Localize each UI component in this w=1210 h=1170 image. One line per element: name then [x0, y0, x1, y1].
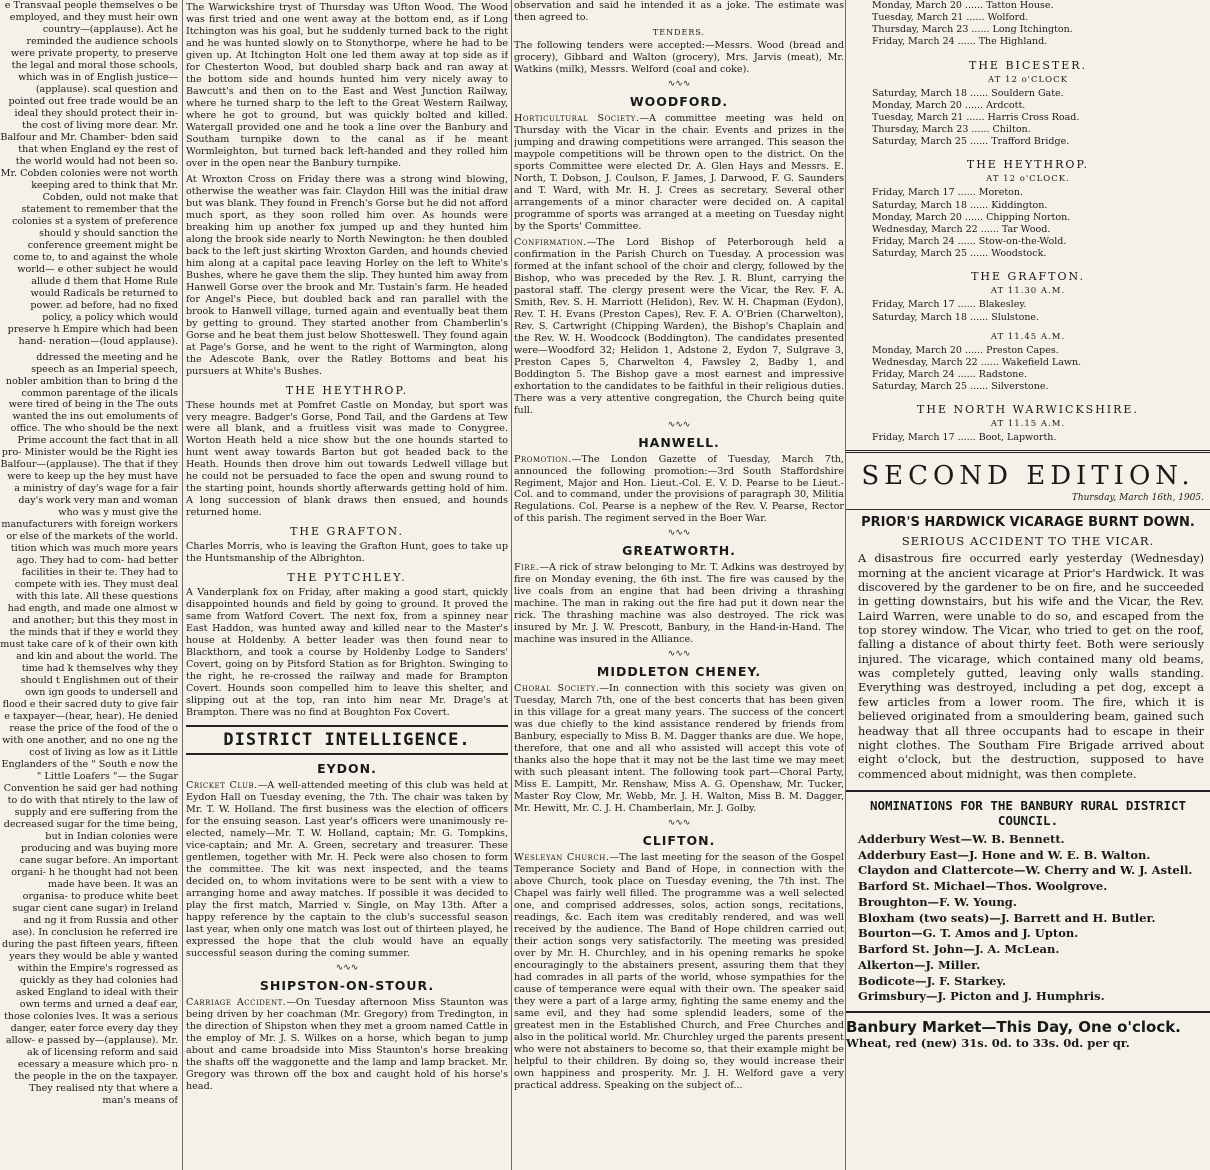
fixture-row: Tuesday, March 21 ...... Wolford. — [872, 12, 1029, 24]
article-label: Wesleyan Church. — [514, 852, 610, 864]
fixture-row: Thursday, March 23 ...... Long Itchington. — [872, 24, 1073, 36]
fixture-list — [872, 299, 1210, 323]
column-1 — [0, 0, 178, 1170]
section-heading: THE PYTCHLEY. — [287, 571, 407, 585]
fixture-row: Friday, March 24 ...... The Highland. — [872, 36, 1048, 48]
hunt-heading: THE BICESTER. — [968, 58, 1087, 72]
article-paragraph: The following tenders were accepted:—Messrs. Wood (bread and grocery), Gibbard and Walton (grocery), Mrs. Jarvis (meat), Mr. Watkins (milk), Messrs. Welford (coal and coke). — [514, 39, 844, 75]
fixture-row: Monday, March 20 ...... Chipping Norton. — [872, 211, 1071, 223]
column-3 — [514, 0, 844, 1170]
article-paragraph: e Transvaal people themselves o be employed, and they must heir own country—(applause). Act he reminded the audience schools were private property, to preserve the legal and moral those schools, which was in of English justice—(applause). scal question and pointed out free trade would be an ideal they should protect their in- the cost of living more dear. Mr. Balfour and Mr. Chamber- bden said that when England ey the rest of the world would had not been so. Mr. Cobden colonies were not worth keeping ared to think that Mr. Cobden, ould not make that statement to remember that the colonies st a system of preference should y should sanction the conference greement might be come to, to and against the whole world— e other subject he would allude d them that Home Rule would Radicals be returned to power. ad before, had no fixed policy, a policy which would preserve h Empire which had been hand- neration—(loud applause). — [0, 0, 178, 347]
hunt-heading: THE GRAFTON. — [971, 270, 1085, 284]
fixture-row: Saturday, March 18 ...... Kiddington. — [872, 199, 1048, 211]
fixture-list — [872, 88, 1210, 149]
article-paragraph: observation and said he intended it as a joke. The estimate was then agreed to. — [514, 0, 844, 23]
article-label: Promotion. — [514, 453, 572, 465]
nomination-item: Barford St. Michael—Thos. Woolgrove. — [858, 879, 1108, 894]
article-text: In connection with this society was given on Tuesday, March 7th, one of the best concerts that has been given in this village for a great many years. The success of the concert was due chiefly to the kind assistance rendered by friends from Banbury, especially to Miss B. M. Dagger thanks are due. We hope, therefore, that one and all who assisted will accept this vote of thanks also the hope that it may not be the last time we may meet with such pleasant intent. The following took part—Choral Party, Miss E. Lampitt, Mr. Renshaw, Miss A. G. Openshaw, Mr. Tucker, Master Roy Clow, Mr. Webb, Mr. J. H. Walton, Miss B. M. Dagger, Mr. Hewitt, Mr. C. J. H. Chamberlain, Mr. J. Golby. — [514, 683, 844, 815]
article-paragraph: These hounds met at Pomfret Castle on Monday, but sport was very meagre. Badger's Gorse, Pond Tail, and the Gardens at Tew were all blank, and a fruitless visit was made to Conygree. Worton Heath held a nice show but the one hounds started to hunt went away towards Barton but got headed back to the Heath. Hounds then drove him out towards Ledwell village but he could not be persuaded to face the open and swung round to the starting point, hounds shortly afterwards getting hold of him. A long succession of blank draws then ensued, and hounds returned home. — [186, 399, 508, 519]
fixture-row: Friday, March 17 ...... Boot, Lapworth. — [872, 432, 1057, 444]
fixture-row: Monday, March 20 ...... Ardcott. — [872, 99, 1026, 111]
fixture-list — [872, 432, 1210, 444]
district-intelligence-banner: DISTRICT INTELLIGENCE. — [186, 725, 508, 755]
nomination-item: Bodicote—J. F. Starkey. — [858, 973, 1006, 988]
fixture-row: Wednesday, March 22 ...... Tar Wood. — [872, 223, 1051, 235]
article-headline: PRIOR'S HARDWICK VICARAGE BURNT DOWN. — [846, 509, 1210, 531]
fixture-row: Saturday, March 25 ...... Silverstone. — [872, 381, 1049, 393]
article-paragraph: Confirmation.—The Lord Bishop of Peterborough held a confirmation in the Parish Church on Tuesday. A procession was formed at the infant school of the choir and clergy, followed by the Bishop, who was preceded by the Rev. J. R. Blunt, carrying the pastoral staff. The clergy present were the Vicar, the Rev. F. A. Smith, Rev. S. H. Marriott (Helidon), Rev. W. H. Chapman (Eydon), Rev. T. H. Evans (Preston Capes), Rev. F. A. O'Brien (Charwelton), Rev. S. Cartwright (Chipping Warden), the Bishop's Chaplain and the Rev. W. H. Woodcock (Boddington). The candidates presented were—Woodford 32; Helidon 1, Adstone 2, Eydon 7, Sulgrave 3, Preston Capes 5, Charwelton 4, Fawsley 2, Badby 1, and Boddington 5. The Bishop gave a most earnest and impressive exhortation to the candidates to be faithful in their religious duties. There was a very attentive congregation, the Church being quite full. — [514, 236, 844, 416]
section-heading: EYDON. — [317, 761, 377, 777]
nomination-item: Barford St. John—J. A. McLean. — [858, 942, 1060, 957]
section-divider: ∿∿∿ — [667, 528, 691, 539]
article-paragraph: A disastrous fire occurred early yesterday (Wednesday) morning at the ancient vicarage at Prior's Hardwick. It was discovered by the gardener to be on fire, and he succeeded in getting downstairs, but his wife and the Vicar, the Rev. Laird Warren, were unable to do so, and escaped from the top storey window. The Vicar, who tried to get on the roof, falling a distance of about thirty feet. Both were seriously injured. The vicarage, which contained many old beams, was completely gutted, leaving only walls standing. Everything was destroyed, including a pet dog, except a few articles from a lower room. The fire, which it is believed originated from a smouldering beam, gained such headway that all three occupants had to escape in their night clothes. The Southam Fire Brigade arrived about eight o'clock, but the destruction, supposed to have commenced about midnight, was then complete. — [858, 552, 1204, 781]
section-heading: CLIFTON. — [642, 833, 716, 849]
column-rule — [511, 0, 512, 1170]
article-label: Confirmation. — [514, 236, 587, 248]
article-paragraph: Horticultural Society.—A committee meeting was held on Thursday with the Vicar in the chair. Events and prizes in the jumping and drawing competitions were arranged. This season the maypole competitions will be thrown open to the district. On the sports Committee were elected Dr. A. Glen Hays and Messrs. E. North, T. Dobson, J. Coulson, F. James, J. Darwood, F. G. Saunders and T. Ward, with Mr. H. J. Crees as secretary. Several other arrangements of a minor character were decided on. A capital programme of sports was arranged at a meeting on Tuesday night by the Sports' Committee. — [514, 112, 844, 232]
section-heading: GREATWORTH. — [622, 543, 736, 559]
article-paragraph: Choral Society.—In connection with this society was given on Tuesday, March 7th, one of the best concerts that has been given in this village for a great many years. The success of the concert was due chiefly to the kind assistance rendered by friends from Banbury, especially to Miss B. M. Dagger thanks are due. We hope, therefore, that one and all who assisted will accept this vote of thanks also the hope that it may not be the last time we may meet with such pleasant intent. The following took part—Choral Party, Miss E. Lampitt, Mr. Renshaw, Miss A. G. Openshaw, Mr. Tucker, Master Roy Clow, Mr. Webb, Mr. J. H. Walton, Miss B. M. Dagger, Mr. Hewitt, Mr. C. J. H. Chamberlain, Mr. J. Golby. — [514, 683, 844, 815]
fixture-list — [872, 0, 1210, 49]
column-rule — [182, 0, 183, 1170]
nomination-item: Bloxham (two seats)—J. Barrett and H. Butler. — [858, 910, 1156, 925]
dateline: Thursday, March 16th, 1905. — [1071, 493, 1204, 504]
meet-time: AT 11.30 A.M. — [990, 286, 1066, 297]
nomination-item: Broughton—F. W. Young. — [858, 894, 1017, 909]
column-2 — [186, 0, 508, 1170]
nomination-item: Adderbury West—W. B. Bennett. — [858, 831, 1065, 846]
nomination-item: Adderbury East—J. Hone and W. E. B. Walton. — [858, 847, 1151, 862]
section-divider: ∿∿∿ — [335, 962, 359, 973]
section-divider: ∿∿∿ — [667, 419, 691, 430]
article-paragraph: The Warwickshire tryst of Thursday was Ufton Wood. The Wood was first tried and one went away at the bottom end, as if Long Itchington was his goal, but he suddenly turned back to the right and he was hunted slowly on to Stonythorpe, where he had to be given up. At Itchington Holt one led them away at top side as if for Chesterton Wood, but doubled sharp back and ran away at the bottom side and hounds hunted him very nicely away to Bawcutt's and then on to the East and West Junction Railway, where he turned sharp to the left to the Great Western Railway, where he got to ground, but was quickly bolted and killed. Watergall provided one and he took a line over the Banbury and Southam turnpike down to the canal as if he meant Wormleighton, but turned back left-handed and they rolled him over in the open near the Banbury turnpike. — [186, 2, 508, 169]
market-price-row: Wheat, red (new) 31s. 0d. to 33s. 0d. per qr. — [846, 1036, 1130, 1051]
article-text: A committee meeting was held on Thursday with the Vicar in the chair. Events and prizes in the jumping and drawing competitions were arranged. This season the maypole competitions will be thrown open to the district. On the sports Committee were elected Dr. A. Glen Hays and Messrs. E. North, T. Dobson, J. Coulson, F. James, J. Darwood, F. G. Saunders and T. Ward, with Mr. H. J. Crees as secretary. Several other arrangements of a minor character were decided on. A capital programme of sports was arranged at a meeting on Tuesday night by the Sports' Committee. — [514, 112, 844, 232]
article-label: Choral Society. — [514, 683, 600, 695]
article-label: Fire. — [514, 562, 540, 574]
fixture-row: Monday, March 20 ...... Tatton House. — [872, 0, 1054, 11]
article-text: The Lord Bishop of Peterborough held a confirmation in the Parish Church on Tuesday. A procession was formed at the infant school of the choir and clergy, followed by the Bishop, who was preceded by the Rev. J. R. Blunt, carrying the pastoral staff. The clergy present were the Vicar, the Rev. F. A. Smith, Rev. S. H. Marriott (Helidon), Rev. W. H. Chapman (Eydon), Rev. T. H. Evans (Preston Capes), Rev. F. A. O'Brien (Charwelton), Rev. S. Cartwright (Chipping Warden), the Bishop's Chaplain and the Rev. W. H. Woodcock (Boddington). The candidates presented were—Woodford 32; Helidon 1, Adstone 2, Eydon 7, Sulgrave 3, Preston Capes 5, Charwelton 4, Fawsley 2, Badby 1, and Boddington 5. The Bishop gave a most earnest and impressive exhortation to the candidates to be faithful in their religious duties. There was a very attentive congregation, the Church being quite full. — [514, 236, 844, 416]
nomination-item: Bourton—G. T. Amos and J. Upton. — [858, 926, 1079, 941]
fixture-row: Saturday, March 25 ...... Woodstock. — [872, 248, 1047, 260]
hunt-heading: THE HEYTHROP. — [966, 158, 1090, 172]
market-heading: Banbury Market—This Day, One o'clock. — [846, 1011, 1210, 1036]
subsection-label: TENDERS. — [652, 27, 706, 37]
fixture-row: Saturday, March 18 ...... Souldern Gate. — [872, 87, 1064, 99]
section-heading: WOODFORD. — [629, 93, 729, 109]
column-4 — [846, 0, 1210, 1170]
fixture-list — [872, 187, 1210, 260]
article-paragraph: ddressed the meeting and he speech as an Imperial speech, nobler ambition than to bring d the common parentage of the ilicals were tired of being in the The outs wanted the ins out emoluments of office. The who should be the next Prime account the fact that in all pro- Minister would be the Right ies Balfour—(applause). The that if they were to keep up the hey must have a ministry of day's wage for a fair day's work very man and woman who was y must give the manufacturers with foreign workers or else of the markets of the world. tition which was much more years ago. They had to com- had better facilities in their te. They had to compete with ies. They must deal with this late. All these questions had ength, and made one almost w and another; but this they most in the minds that if they e world they must take care of k of their own kith and kin and about the world. The time had k themselves why they should t Englishmen out of their own ign goods to undersell and flood e their sacred duty to give fair e taxpayer—(hear, hear). He denied rease the price of the food of the o with one another, and no one ng the cost of living as low as it Little Englanders of the " South e now the " Little Loafers "— the Sugar Convention he said ger had nothing to do with that ntirely to the law of supply and ere suffering from the decreased sugar for the time being, but in Indian colonies were producing and was buying more cane sugar before. An important organi- h he thought had not been made have been. It was an organisa- to produce white beet sugar cient cane sugar) in Ireland and ng it from Russia and other ase). In conclusion he referred ire during the past fifteen years, fifteen years they would be able y wanted within the Empire's rogressed as quickly as they had colonies had asked England to ideal with their own terms and urned a deaf ear, those colonies lves. It was a serious danger, eater force every day they allow- e passed by—(applause). Mr. ak of licensing reform and said ecessary a measure which pro- n the people in the on the taxpayer. They realised nty that where a man's means of — [0, 351, 178, 1106]
fixture-row: Friday, March 17 ...... Blakesley. — [872, 299, 1027, 311]
article-label: Horticultural Society. — [514, 112, 640, 124]
second-edition-heading: SECOND EDITION. — [846, 450, 1210, 491]
section-heading: THE HEYTHROP. — [285, 383, 409, 397]
fixture-row: Saturday, March 18 ...... Slulstone. — [872, 311, 1040, 323]
section-divider: ∿∿∿ — [667, 818, 691, 829]
fixture-row: Saturday, March 25 ...... Trafford Bridge. — [872, 136, 1070, 148]
article-paragraph: Promotion.—The London Gazette of Tuesday, March 7th, announced the following promotion:—3rd South Staffordshire Regiment, Major and Hon. Lieut.-Col. E. V. D. Pearse to be Lieut.-Col. and to command, under the provisions of paragraph 30, Militia Regulations. Col. Pearse is a nephew of the Rev. V. Pearse, Rector of this parish. The regiment served in the Boer War. — [514, 453, 844, 525]
nomination-item: Claydon and Clattercote—W. Cherry and W. J. Astell. — [858, 863, 1193, 878]
fixture-row: Wednesday, March 22 ...... Wakefield Lawn. — [872, 356, 1082, 368]
article-label: Cricket Club. — [186, 780, 258, 792]
section-divider: ∿∿∿ — [667, 649, 691, 660]
article-paragraph: Wesleyan Church.—The last meeting for the season of the Gospel Temperance Society and Band of Hope, in connection with the above Church, took place on Tuesday evening, the 7th inst. The Chapel was fairly well filled. The programme was a well selected one, and comprised addresses, solos, action songs, recitations, readings, &c. Each item was creditably rendered, and was well received by the audience. The Band of Hope children carried out their action songs very satisfactorily. The meeting was presided over by Mr. H. Churchley, and in his opening remarks he spoke encouragingly to the abstainers present, assuring them that they had comrades in all parts of the world, whose sympathies for the cause of temperance were equal with their own. The speaker said they were a part of a large army, fighting the same enemy and the same evil, and they had some splendid leaders, some of the greatest men in the Established Church, and Free Churches and also in the political world. Mr. Churchley urged the parents present who were not abstainers to become so, that their example might be helpful to their children. By doing so, they would increase their own happiness and prosperity. Mr. J. H. Welford gave a very practical address. Speaking on the subject of... — [514, 852, 844, 1091]
article-text: On Tuesday afternoon Miss Staunton was being driven by her coachman (Mr. Gregory) from Tredington, in the direction of Shipston when they met a groom named Cattle in the employ of Mr. J. S. Wilkes on a horse, which began to jump about and came broadside into Miss Staunton's horse breaking the shafts off the waggonette and the lamp and lamp bracket. Mr. Gregory was thrown off the box and caught hold of his horse's head. — [186, 996, 508, 1092]
article-subheadline: SERIOUS ACCIDENT TO THE VICAR. — [901, 534, 1155, 549]
fixture-list — [872, 345, 1210, 394]
article-paragraph: A Vanderplank fox on Friday, after making a good start, quickly disappointed hounds and field by going to ground. It proved the same from Watford Covert. The next fox, from a spinney near East Haddon, was hunted away and killed near to the Master's house at Holdenby. A better leader was then found near to Blackthorn, and took a course by Holdenby Lodge to Sanders' Covert, going on by Pitsford Station as for Brighton. Swinging to the right, he re-crossed the railway and made for Brampton Covert. Hounds soon compelled him to leave this shelter, and slipping out at the top, ran into him near Mr. Drage's at Brampton. There was no find at Boughton Fox Covert. — [186, 587, 508, 719]
article-text: The last meeting for the season of the Gospel Temperance Society and Band of Hope, in connection with the above Church, took place on Tuesday evening, the 7th inst. The Chapel was fairly well filled. The programme was a well selected one, and comprised addresses, solos, action songs, recitations, readings, &c. Each item was creditably rendered, and was well received by the audience. The Band of Hope children carried out their action songs very satisfactorily. The meeting was presided over by Mr. H. Churchley, and in his opening remarks he spoke encouragingly to the abstainers present, assuring them that they had comrades in all parts of the world, whose sympathies for the cause of temperance were equal with their own. The speaker said they were a part of a large army, fighting the same enemy and the same evil, and they had some splendid leaders, some of the greatest men in the Established Church, and Free Churches and also in the political world. Mr. Churchley urged the parents present who were not abstainers to become so, that their example might be helpful to their children. By doing so, they would increase their own happiness and prosperity. Mr. J. H. Welford gave a very practical address. Speaking on the subject of... — [514, 852, 844, 1091]
section-divider: ∿∿∿ — [667, 78, 691, 89]
section-heading: MIDDLETON CHENEY. — [596, 664, 762, 680]
section-heading: HANWELL. — [638, 434, 720, 450]
nomination-item: Grimsbury—J. Picton and J. Humphris. — [858, 989, 1105, 1004]
hunt-heading: THE NORTH WARWICKSHIRE. — [917, 403, 1139, 417]
article-paragraph: Charles Morris, who is leaving the Grafton Hunt, goes to take up the Huntsmanship of the Albrighton. — [186, 541, 508, 565]
meet-time: AT 12 o'CLOCK. — [986, 174, 1070, 185]
section-heading: THE GRAFTON. — [290, 525, 404, 539]
fixture-row: Thursday, March 23 ...... Chilton. — [872, 124, 1031, 136]
nomination-item: Alkerton—J. Miller. — [858, 957, 981, 972]
fixture-row: Friday, March 24 ...... Radstone. — [872, 368, 1028, 380]
article-label: Carriage Accident. — [186, 996, 287, 1008]
article-paragraph: Carriage Accident.—On Tuesday afternoon Miss Staunton was being driven by her coachman (Mr. Gregory) from Tredington, in the direction of Shipston when they met a groom named Cattle in the employ of Mr. J. S. Wilkes on a horse, which began to jump about and came broadside into Miss Staunton's horse breaking the shafts off the waggonette and the lamp and lamp bracket. Mr. Gregory was thrown off the box and caught hold of his horse's head. — [186, 996, 508, 1092]
section-heading: SHIPSTON-ON-STOUR. — [259, 977, 435, 993]
nominations-heading: NOMINATIONS FOR THE BANBURY RURAL DISTRICT COUNCIL. — [846, 790, 1210, 828]
meet-time: AT 12 o'CLOCK — [988, 74, 1068, 85]
fixture-row: Friday, March 24 ...... Stow-on-the-Wold. — [872, 236, 1067, 248]
article-paragraph: At Wroxton Cross on Friday there was a strong wind blowing, otherwise the weather was fair. Claydon Hill was the initial draw but was blank. They found in French's Gorse but he did not afford much sport, as they soon rolled him over. As hounds were breaking him up another fox jumped up and they hunted him along the brook side nearly to North Newington: he then doubled back to the left just skirting Wroxton Garden, and hounds chevied him along at a capital pace leaving Horley on the left to White's Bushes, where he gave them the slip. They hunted him away from Hanwell Gorse over the brook and Mr. Tustain's farm. He headed for Angel's Piece, but doubled back and ran parallel with the brook to Hanwell village, turned again and eventually beat them by getting to ground. They started another from Chamberlin's Gorse and he beat them just below Shotteswell. They found again at Page's Gorse, and he went to the right of Warmington, along the Adescote Bank, over the Ratley Bottoms and beat his pursuers at White's Bushes. — [186, 173, 508, 377]
article-paragraph: Cricket Club.—A well-attended meeting of this club was held at Eydon Hall on Tuesday evening, the 7th. The chair was taken by Mr. T. W. Holland. The first business was the election of officers for the ensuing season. Last year's officers were unanimously re-elected, namely—Mr. T. W. Holland, captain; Mr. G. Tompkins, vice-captain; and Mr. A. Green, secretary and treasurer. These gentlemen, together with Mr. H. Peck were also chosen to form the committee. The kit was next inspected, and the teams decided on, to whom invitations were to be sent with a view to arranging home and away matches. If possible it was decided to play the first match, Married v. Single, on May 13th. After a happy reference by the captain to the club's successful season last year, when only one match was lost out of thirteen played, he expressed the hope that the club would have an equally successful season during the coming summer. — [186, 780, 508, 959]
meet-time: AT 11.45 A.M. — [990, 331, 1066, 342]
fixture-row: Tuesday, March 21 ...... Harris Cross Road. — [872, 111, 1080, 123]
meet-time: AT 11.15 A.M. — [990, 419, 1066, 430]
article-text: A rick of straw belonging to Mr. T. Adkins was destroyed by fire on Monday evening, the 6th inst. The fire was caused by the live coals from an engine that had been driving a thrashing machine. The man in raking out the fire had put it down near the rick. The thrashing machine was also destroyed. The rick was insured by Mr. J. W. Prescott, Banbury, in the Hand-in-Hand. The machine was insured in the Alliance. — [514, 562, 844, 646]
fixture-row: Friday, March 17 ...... Moreton. — [872, 187, 1024, 199]
article-text: A well-attended meeting of this club was held at Eydon Hall on Tuesday evening, the 7th. The chair was taken by Mr. T. W. Holland. The first business was the election of officers for the ensuing season. Last year's officers were unanimously re-elected, namely—Mr. T. W. Holland, captain; Mr. G. Tompkins, vice-captain; and Mr. A. Green, secretary and treasurer. These gentlemen, together with Mr. H. Peck were also chosen to form the committee. The kit was next inspected, and the teams decided on, to whom invitations were to be sent with a view to arranging home and away matches. If possible it was decided to play the first match, Married v. Single, on May 13th. After a happy reference by the captain to the club's successful season last year, when only one match was lost out of thirteen played, he expressed the hope that the club would have an equally successful season during the coming summer. — [186, 780, 508, 959]
article-text: The London Gazette of Tuesday, March 7th, announced the following promotion:—3rd South Staffordshire Regiment, Major and Hon. Lieut.-Col. E. V. D. Pearse to be Lieut.-Col. and to command, under the provisions of paragraph 30, Militia Regulations. Col. Pearse is a nephew of the Rev. V. Pearse, Rector of this parish. The regiment served in the Boer War. — [514, 453, 844, 525]
article-paragraph: Fire.—A rick of straw belonging to Mr. T. Adkins was destroyed by fire on Monday evening, the 6th inst. The fire was caused by the live coals from an engine that had been driving a thrashing machine. The man in raking out the fire had put it down near the rick. The thrashing machine was also destroyed. The rick was insured by Mr. J. W. Prescott, Banbury, in the Hand-in-Hand. The machine was insured in the Alliance. — [514, 562, 844, 646]
fixture-row: Monday, March 20 ...... Preston Capes. — [872, 344, 1059, 356]
